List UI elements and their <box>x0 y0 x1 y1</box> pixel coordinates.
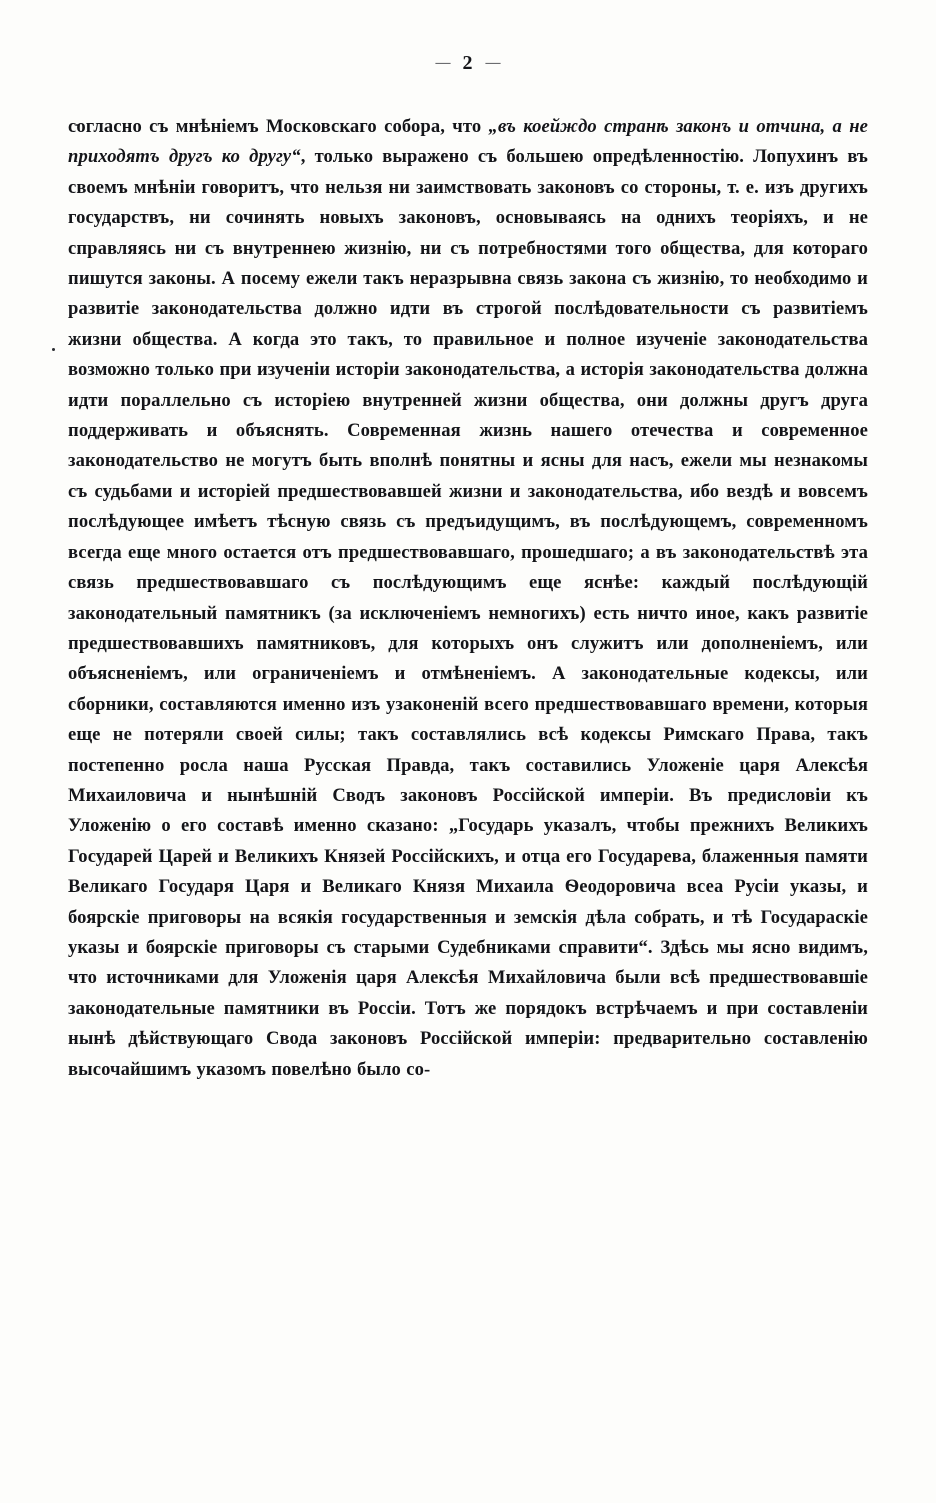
header-rule-left: — <box>435 55 451 71</box>
body-paragraph: согласно съ мнѣніемъ Московскаго собора, что „въ коейждо странѣ законъ и отчина, а не приходятъ другъ ко другу“, только выражено съ большею опредѣленностію. Лопухинъ въ своемъ мнѣніи говоритъ, что нельзя ни заимствовать законовъ со стороны, т. е. изъ другихъ государствъ, ни сочинять новыхъ законовъ, основываясь на однихъ теоріяхъ, и не справляясь ни съ внутреннею жизнію, ни съ потребностями того общества, для котораго пишутся законы. А посему ежели такъ неразрывна связь закона съ жизнію, то необходимо и развитіе законодательства должно идти въ строгой послѣдовательности съ развитіемъ жизни общества. А когда это такъ, то правильное и полное изученіе законодательства возможно только при изученіи исторіи законодательства, а исторія законодательства должна идти пораллельно съ исторіею внутренней жизни общества, они должны другъ друга поддерживать и объяснять. Современная жизнь нашего отечества и современное законодательство не могутъ быть вполнѣ понятны и ясны для насъ, ежели мы незнакомы съ судьбами и исторіей предшествовавшей жизни и законодательства, ибо вездѣ и вовсемъ послѣдующее имѣетъ тѣсную связь съ предъидущимъ, въ послѣдующемъ, современномъ всегда еще много остается отъ предшествовавшаго, прошедшаго; а въ законодательствѣ эта связь предшествовавшаго съ послѣдующимъ еще яснѣе: каждый послѣдующій законодательный памятникъ (за исключеніемъ немногихъ) есть ничто иное, какъ развитіе предшествовавшихъ памятниковъ, для которыхъ онъ служитъ или дополненіемъ, или объясненіемъ, или ограниченіемъ и отмѣненіемъ. А законодательные кодексы, или сборники, составляются именно изъ узаконеній всего предшествовавшаго времени, которыя еще не потеряли своей силы; такъ составлялись всѣ кодексы Римскаго Права, такъ постепенно росла наша Русская Правда, такъ составились Уложеніе царя Алексѣя Михаиловича и нынѣшній Сводъ законовъ Россійской имперіи. Въ предисловіи къ Уложенію о его составѣ именно сказано: „Государь указалъ, чтобы прежнихъ Великихъ Государей Царей и Великихъ Князей Россійскихъ, и отца его Государева, блаженныя памяти Великаго Государя Царя и Великаго Князя Михаила Ѳеодоровича всеа Русіи указы, и боярскіе приговоры на всякія государственныя и земскія дѣла собрать, и тѣ Государаскіе указы и боярскіе приговоры съ старыми Судебниками справити“. Здѣсь мы ясно видимъ, что источниками для Уложенія царя Алексѣя Михайловича были всѣ предшествовавшіе законодательные памятники въ Россіи. Тотъ же порядокъ встрѣчаемъ и при составленіи нынѣ дѣйствующаго Свода законовъ Россійской имперіи: предварительно составленію высочайшимъ указомъ повелѣно было со- <box>68 116 868 1080</box>
paper-speck <box>52 348 55 351</box>
header-rule-right: — <box>485 55 501 71</box>
page-header <box>0 52 936 75</box>
page-number: 2 <box>462 52 474 74</box>
body-text <box>68 112 868 1085</box>
